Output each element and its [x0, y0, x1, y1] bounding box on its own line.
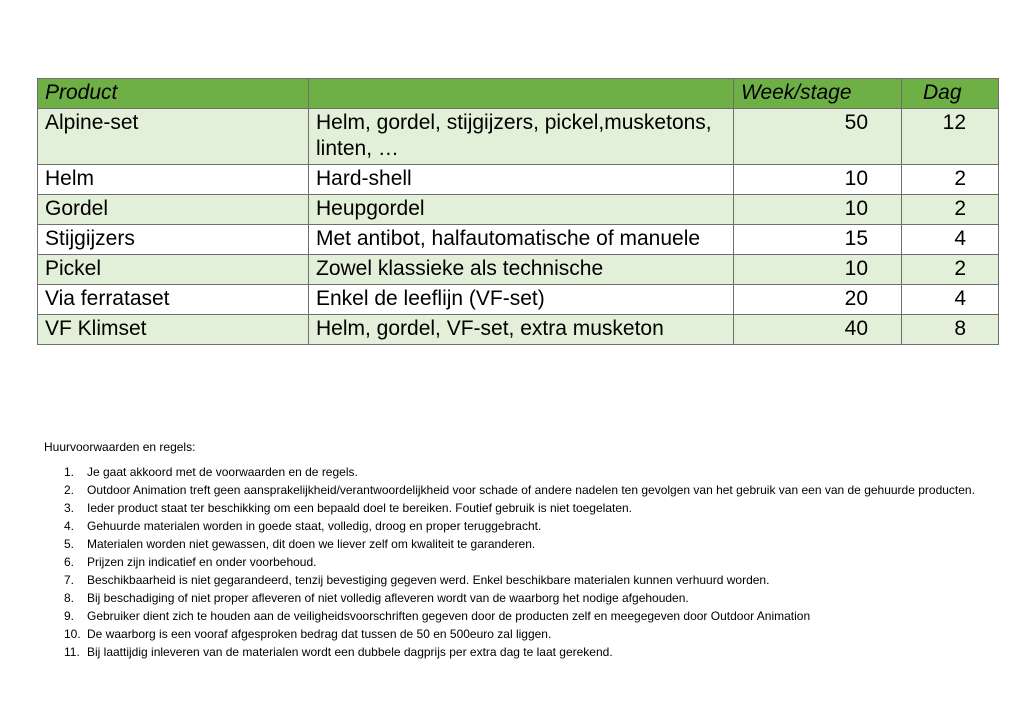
list-item-text: Gebruiker dient zich te houden aan de veiligheidsvoorschriften gegeven door de producten zelf en meegegeven door Outdoor Animation — [87, 609, 811, 623]
day-price-cell: 2 — [902, 255, 999, 285]
terms-heading: Huurvoorwaarden en regels: — [44, 440, 196, 454]
table-body — [38, 109, 999, 345]
list-item-number: 6. — [64, 555, 75, 569]
table-row — [38, 285, 999, 315]
list-item-number: 11. — [64, 645, 80, 659]
table-row — [38, 195, 999, 225]
day-price-cell: 4 — [902, 285, 999, 315]
product-cell: Stijgijzers — [38, 225, 309, 255]
list-item — [44, 501, 1004, 516]
week-price-cell: 20 — [734, 285, 902, 315]
table-row — [38, 255, 999, 285]
description-cell: Helm, gordel, VF-set, extra musketon — [309, 315, 734, 345]
day-price-cell: 8 — [902, 315, 999, 345]
list-item-number: 7. — [64, 573, 75, 587]
table-header-row — [38, 79, 999, 109]
week-price-cell: 40 — [734, 315, 902, 345]
table-row — [38, 225, 999, 255]
list-item — [44, 555, 1004, 570]
list-item-text: Ieder product staat ter beschikking om een bepaald doel te bereiken. Foutief gebruik is niet toegelaten. — [87, 501, 633, 515]
product-cell: Helm — [38, 165, 309, 195]
week-price-cell: 10 — [734, 255, 902, 285]
list-item — [44, 537, 1004, 552]
list-item — [44, 591, 1004, 606]
week-price-cell: 15 — [734, 225, 902, 255]
list-item — [44, 465, 1004, 480]
product-cell: VF Klimset — [38, 315, 309, 345]
list-item-text: Beschikbaarheid is niet gegarandeerd, tenzij bevestiging gegeven werd. Enkel beschikbare materialen kunnen verhuurd worden. — [87, 573, 770, 587]
list-item — [44, 645, 1004, 660]
day-price-cell: 2 — [902, 165, 999, 195]
list-item — [44, 573, 1004, 588]
table-row — [38, 315, 999, 345]
product-cell: Alpine-set — [38, 109, 309, 165]
list-item-text: Je gaat akkoord met de voorwaarden en de regels. — [87, 465, 358, 479]
list-item — [44, 627, 1004, 642]
description-cell: Zowel klassieke als technische — [309, 255, 734, 285]
table-row — [38, 109, 999, 165]
description-cell: Hard-shell — [309, 165, 734, 195]
day-price-cell: 2 — [902, 195, 999, 225]
list-item-text: Bij beschadiging of niet proper afleveren of niet volledig afleveren wordt van de waarborg het nodige afgehouden. — [87, 591, 689, 605]
list-item-text: Gehuurde materialen worden in goede staat, volledig, droog en proper teruggebracht. — [87, 519, 542, 533]
list-item-number: 9. — [64, 609, 75, 623]
product-cell: Gordel — [38, 195, 309, 225]
list-item-text: Prijzen zijn indicatief en onder voorbehoud. — [87, 555, 317, 569]
list-item-number: 3. — [64, 501, 75, 515]
list-item-number: 4. — [64, 519, 75, 533]
list-item-number: 2. — [64, 483, 75, 497]
list-item — [44, 609, 1004, 624]
day-price-cell: 4 — [902, 225, 999, 255]
description-cell: Heupgordel — [309, 195, 734, 225]
list-item — [44, 519, 1004, 534]
product-cell: Pickel — [38, 255, 309, 285]
list-item-number: 5. — [64, 537, 75, 551]
description-cell: Helm, gordel, stijgijzers, pickel,musketons, linten, … — [309, 109, 734, 165]
rental-price-table — [37, 78, 999, 345]
list-item-text: Bij laattijdig inleveren van de materialen wordt een dubbele dagprijs per extra dag te laat gerekend. — [87, 645, 613, 659]
terms-list — [44, 465, 1004, 660]
header-week-stage: Week/stage — [734, 79, 902, 109]
list-item-text: Materialen worden niet gewassen, dit doen we liever zelf om kwaliteit te garanderen. — [87, 537, 536, 551]
header-product: Product — [38, 79, 309, 109]
week-price-cell: 10 — [734, 195, 902, 225]
list-item-number: 1. — [64, 465, 75, 479]
list-item-text: Outdoor Animation treft geen aansprakelijkheid/verantwoordelijkheid voor schade of andere nadelen ten gevolgen van het gebruik van een van de gehuurde producten. — [87, 483, 975, 497]
product-cell: Via ferrataset — [38, 285, 309, 315]
table-row — [38, 165, 999, 195]
list-item-number: 8. — [64, 591, 75, 605]
rental-terms-section — [44, 440, 1004, 663]
header-dag: Dag — [902, 79, 999, 109]
list-item — [44, 483, 1004, 498]
description-cell: Met antibot, halfautomatische of manuele — [309, 225, 734, 255]
header-description — [309, 79, 734, 109]
list-item-text: De waarborg is een vooraf afgesproken bedrag dat tussen de 50 en 500euro zal liggen. — [87, 627, 552, 641]
week-price-cell: 10 — [734, 165, 902, 195]
day-price-cell: 12 — [902, 109, 999, 165]
list-item-number: 10. — [64, 627, 81, 641]
description-cell: Enkel de leeflijn (VF-set) — [309, 285, 734, 315]
week-price-cell: 50 — [734, 109, 902, 165]
